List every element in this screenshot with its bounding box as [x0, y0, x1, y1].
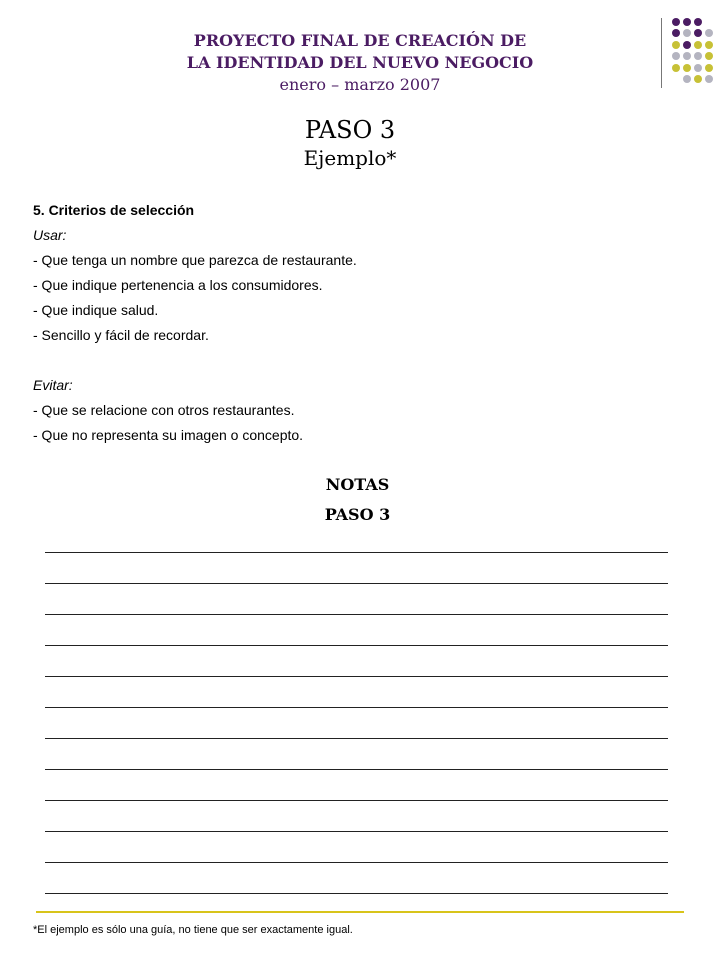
notes-title: NOTAS	[325, 475, 390, 494]
writing-line	[45, 552, 668, 553]
usar-item: - Sencillo y fácil de recordar.	[33, 327, 209, 343]
writing-line	[45, 862, 668, 863]
page-title	[0, 115, 700, 171]
dot	[694, 52, 702, 60]
writing-line	[45, 645, 668, 646]
usar-item: - Que tenga un nombre que parezca de restaurante.	[33, 252, 357, 268]
writing-line	[45, 676, 668, 677]
usar-label: Usar:	[33, 227, 67, 243]
writing-line	[45, 831, 668, 832]
title-ejemplo: Ejemplo*	[303, 146, 397, 170]
title-paso: PASO 3	[304, 116, 396, 144]
writing-line	[45, 769, 668, 770]
dot	[683, 52, 691, 60]
dot	[672, 64, 680, 72]
dot	[683, 64, 691, 72]
dot	[694, 41, 702, 49]
usar-item: - Que indique salud.	[33, 302, 159, 318]
dot	[694, 18, 702, 26]
criteria-section	[33, 198, 633, 448]
dot	[705, 41, 713, 49]
evitar-item: - Que no representa su imagen o concepto.	[33, 427, 304, 443]
spacer	[33, 348, 633, 373]
header-line-1: PROYECTO FINAL DE CREACIÓN DE	[193, 31, 527, 50]
document-header	[150, 30, 570, 96]
usar-item: - Que indique pertenencia a los consumidores.	[33, 277, 323, 293]
notes-heading	[0, 470, 715, 530]
criteria-heading: 5. Criterios de selección	[33, 202, 195, 218]
header-line-2: LA IDENTIDAD DEL NUEVO NEGOCIO	[186, 53, 534, 72]
dot	[683, 75, 691, 83]
dot	[683, 41, 691, 49]
dot	[705, 64, 713, 72]
dot	[694, 64, 702, 72]
writing-line	[45, 707, 668, 708]
dot	[683, 29, 691, 37]
dot	[672, 29, 680, 37]
dot	[705, 52, 713, 60]
dot	[705, 29, 713, 37]
header-date: enero – marzo 2007	[279, 75, 441, 94]
footer-divider	[36, 911, 684, 913]
dot	[672, 18, 680, 26]
writing-line	[45, 738, 668, 739]
notes-subtitle: PASO 3	[324, 505, 391, 524]
writing-line	[45, 800, 668, 801]
writing-line	[45, 583, 668, 584]
writing-line	[45, 893, 668, 894]
writing-line	[45, 614, 668, 615]
dot	[694, 29, 702, 37]
dot	[683, 18, 691, 26]
footnote: *El ejemplo es sólo una guía, no tiene que ser exactamente igual.	[33, 924, 353, 936]
decorative-dot-grid	[660, 18, 720, 88]
notes-writing-lines	[45, 552, 668, 924]
dot	[694, 75, 702, 83]
dot	[672, 52, 680, 60]
dot	[672, 41, 680, 49]
dot	[705, 75, 713, 83]
evitar-item: - Que se relacione con otros restaurantes.	[33, 402, 295, 418]
evitar-label: Evitar:	[33, 377, 73, 393]
